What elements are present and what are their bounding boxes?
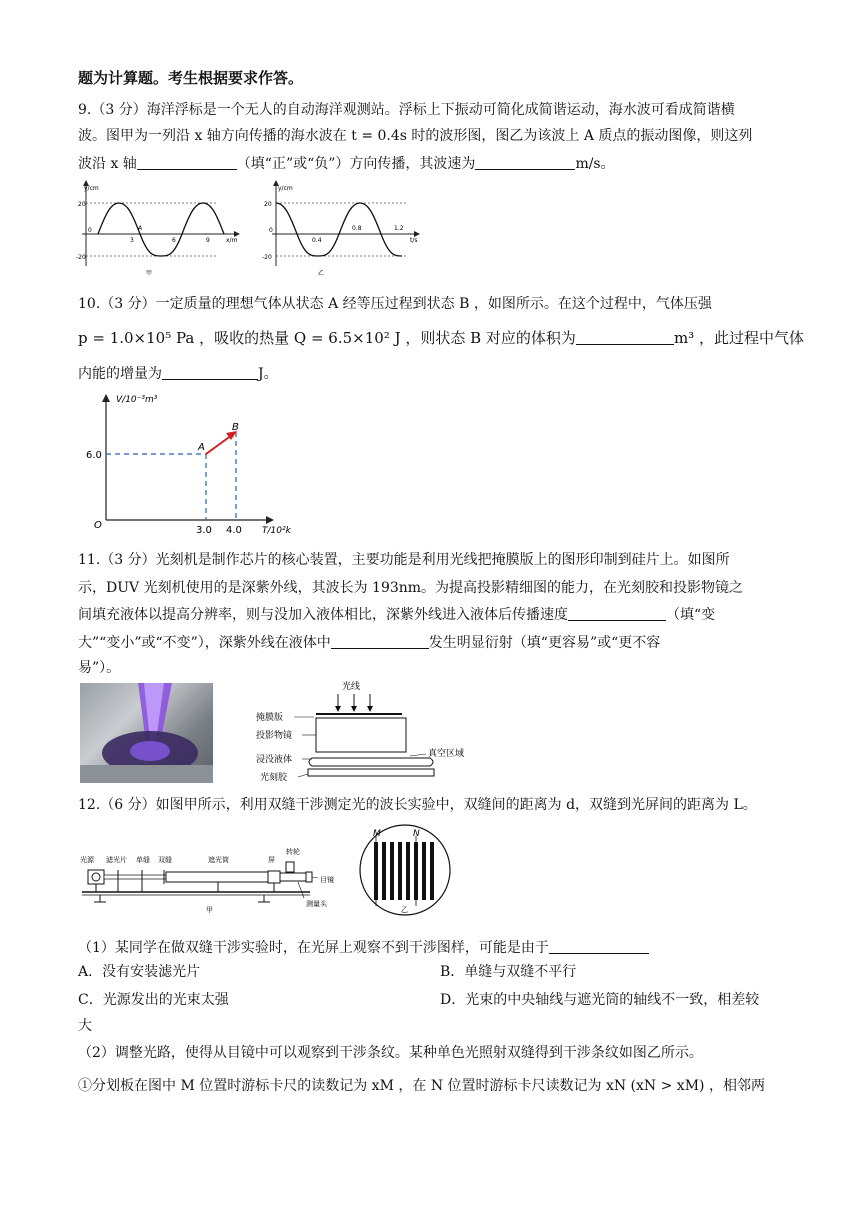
jia-ylabel: y/cm	[84, 185, 99, 192]
fringe-n: N	[413, 829, 420, 839]
q9-answer-blank-direction[interactable]	[137, 155, 237, 170]
jia-yneg: -20	[76, 254, 86, 261]
jia-tick-9: 9	[206, 237, 210, 244]
q11-answer-blank-speed[interactable]	[568, 606, 666, 621]
vt-xtick-4: 4.0	[226, 525, 242, 536]
diagram-resist-label: 光刻胶	[260, 773, 288, 783]
section-header: 题为计算题。考生根据要求作答。	[78, 69, 304, 87]
diagram-lens-label: 投影物镜	[256, 731, 293, 741]
q9-line1: 9.（3 分）海洋浮标是一个无人的自动海洋观测站。浮标上下振动可简化成简谐运动，海水波可看成简谐横	[78, 102, 735, 118]
q10-line2-text-b: m³ ，此过程中气体	[673, 329, 804, 347]
q9-line3-text-c: m/s。	[575, 156, 615, 172]
vt-ylabel: V/10⁻³m³	[116, 395, 158, 405]
q12-sub2-1: ①分划板在图中 M 位置时游标卡尺的读数记为 xM ，在 N 位置时游标卡尺读数记为 xN (xN > xM) ，相邻两	[78, 1078, 765, 1094]
app-single-slit: 单缝	[136, 856, 150, 864]
app-filter: 滤光片	[106, 856, 127, 864]
q10-line3-text-a: 内能的增量为	[78, 366, 162, 382]
yi-xlabel: t/s	[410, 237, 418, 244]
jia-origin: 0	[88, 227, 92, 234]
yi-tick-04: 0.4	[312, 237, 322, 244]
q10-line3	[78, 364, 790, 384]
q9-line3-text-a: 波沿 x 轴	[78, 156, 137, 172]
diagram-vacuum-label: 真空区域	[428, 749, 465, 759]
q12-option-b[interactable]: B．单缝与双缝不平行	[440, 964, 577, 980]
q12-sub1-text: （1）某同学在做双缝干涉实验时，在光屏上观察不到干涉图样，可能是由于	[78, 940, 549, 956]
yi-tick-12: 1.2	[394, 225, 404, 232]
jia-ypos: 20	[78, 201, 86, 208]
diagram-light-label: 光线	[342, 682, 361, 692]
q10-answer-blank-volume[interactable]	[576, 330, 674, 345]
app-double-slit: 双缝	[158, 856, 172, 864]
q10-answer-blank-energy[interactable]	[162, 365, 258, 380]
diagram-mask-label: 掩膜版	[256, 713, 284, 723]
jia-caption: 甲	[146, 270, 153, 277]
jia-tick-6: 6	[172, 237, 176, 244]
q12-sub2: （2）调整光路，使得从目镜中可以观察到干涉条纹。某种单色光照射双缝得到干涉条纹如图乙所示。	[78, 1045, 703, 1061]
q11-line1: 11.（3 分）光刻机是制作芯片的核心装置，主要功能是利用光线把掩膜版上的图形印制到硅片上。如图所	[78, 552, 730, 568]
vt-xlabel: T/10²k	[262, 526, 291, 536]
app-eyepiece: 目镜	[320, 876, 334, 884]
q12-option-a[interactable]: A．没有安装滤光片	[78, 964, 201, 980]
q11-line2: 示，DUV 光刻机使用的是深紫外线，其波长为 193nm。为提高投影精细图的能力，在光刻胶和投影物镜之	[78, 580, 744, 596]
q11-line4	[78, 633, 790, 653]
q10-line2	[78, 328, 804, 348]
q12-line1: 12.（6 分）如图甲所示，利用双缝干涉测定光的波长实验中，双缝间的距离为 d，双缝到光屏间的距离为 L。	[78, 797, 757, 813]
vibration-graph-yi	[256, 178, 426, 278]
q10-line3-text-b: J。	[258, 366, 278, 382]
vt-graph	[82, 390, 291, 538]
app-caption: 甲	[206, 906, 213, 914]
q11-line3-text-b: （填“变	[666, 607, 716, 623]
q9-line2: 波。图甲为一列沿 x 轴方向传播的海水波在 t = 0.4s 时的波形图，图乙为该波上 A 质点的振动图像，则这列	[78, 128, 753, 144]
app-source: 光源	[80, 856, 94, 864]
q9-line3	[78, 154, 790, 174]
fringe-caption: 乙	[401, 906, 408, 914]
q9-line3-text-b: （填“正”或“负”）方向传播，其波速为	[236, 156, 476, 172]
q12-option-d-cont: 大	[78, 1018, 92, 1034]
app-measure-head: 测量头	[306, 900, 327, 908]
double-slit-apparatus	[78, 820, 350, 912]
diagram-liquid-label: 浸没液体	[256, 755, 293, 765]
q12-answer-blank-reason[interactable]	[549, 939, 649, 954]
app-tube: 遮光筒	[208, 856, 229, 864]
wave-graph-jia	[78, 178, 250, 278]
yi-caption: 乙	[318, 270, 325, 277]
vt-point-b: B	[232, 422, 239, 433]
app-wheel: 转轮	[286, 848, 300, 856]
yi-ylabel: y/cm	[278, 185, 293, 192]
interference-fringe-view	[356, 822, 454, 920]
app-screen: 屏	[268, 856, 275, 864]
q10-line2-text-a: p = 1.0×10⁵ Pa ，吸收的热量 Q = 6.5×10² J ，则状态 B 对应的体积为	[78, 329, 576, 347]
q11-line4-text-a: 大”“变小”或“不变”），深紫外线在液体中	[78, 635, 331, 651]
vt-xtick-3: 3.0	[196, 525, 212, 536]
q11-line3-text-a: 间填充液体以提高分辨率，则与没加入液体相比，深紫外线进入液体后传播速度	[78, 607, 568, 623]
jia-point-a: A	[138, 225, 143, 232]
q12-sub1	[78, 938, 790, 958]
vt-ytick: 6.0	[86, 450, 102, 461]
q12-option-c[interactable]: C．光源发出的光束太强	[78, 992, 229, 1008]
yi-origin: 0	[269, 227, 273, 234]
yi-ypos: 20	[264, 201, 272, 208]
jia-xlabel: x/m	[226, 237, 238, 244]
q11-line5: 易”）。	[78, 660, 121, 676]
yi-yneg: -20	[262, 254, 272, 261]
q9-answer-blank-speed[interactable]	[475, 155, 575, 170]
fringe-m: M	[373, 829, 381, 839]
jia-tick-3: 3	[130, 237, 134, 244]
lithography-photo	[80, 683, 213, 783]
q11-line3	[78, 605, 790, 625]
q10-line1: 10.（3 分）一定质量的理想气体从状态 A 经等压过程到状态 B ，如图所示。在这个过程中，气体压强	[78, 296, 712, 312]
q12-option-d[interactable]: D．光束的中央轴线与遮光筒的轴线不一致，相差较	[440, 992, 760, 1008]
yi-tick-08: 0.8	[352, 225, 362, 232]
q11-line4-text-b: 发生明显衍射（填“更容易”或“更不容	[428, 635, 661, 651]
lithography-diagram	[250, 680, 490, 786]
vt-point-a: A	[198, 442, 205, 453]
vt-origin: O	[94, 520, 102, 531]
q11-answer-blank-diffraction[interactable]	[331, 634, 429, 649]
